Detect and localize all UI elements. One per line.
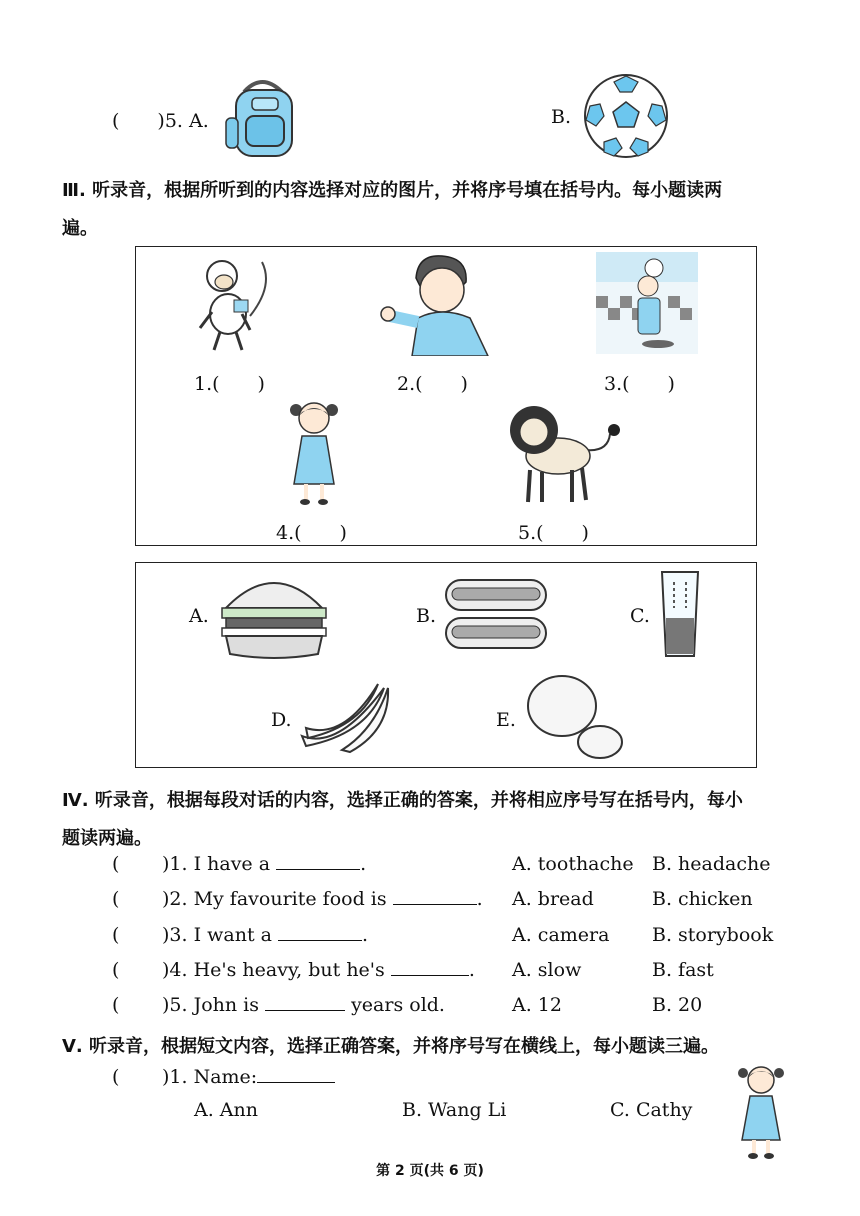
juice-glass-image [658, 568, 702, 660]
cooking-image [596, 252, 698, 354]
section-5-title: Ⅴ. 听录音，根据短文内容，选择正确答案，并将序号写在横线上，每小题读三遍。 [62, 1036, 720, 1057]
item-5-blank[interactable] [265, 994, 345, 1011]
section-3-title-cont: 遍。 [62, 218, 98, 239]
v-item-1-blank[interactable] [257, 1066, 335, 1083]
item-3-stem: )3. I want a [162, 924, 272, 946]
item-1-end: . [360, 853, 367, 875]
item-2-end: . [476, 888, 483, 910]
item-4-option-a: A. slow [512, 959, 582, 981]
item-3-question [162, 924, 368, 946]
item-5-option-b: B. 20 [652, 994, 703, 1016]
option-c-label: C. [630, 605, 650, 627]
item-5-paren: ( [112, 994, 120, 1016]
item-1-option-a: A. toothache [512, 853, 634, 875]
item-4-blank[interactable] [391, 959, 469, 976]
item-4-end: . [468, 959, 475, 981]
boy-image [378, 252, 492, 356]
item-1-blank[interactable] [276, 853, 360, 870]
v-item-1-option-a: A. Ann [194, 1099, 258, 1121]
hotdogs-image [442, 570, 550, 658]
girl-small-image [734, 1062, 788, 1160]
monkey-image [192, 256, 276, 356]
item-3-paren: ( [112, 924, 120, 946]
option-d-label: D. [271, 709, 292, 731]
v-item-1-stem: )1. Name: [162, 1066, 258, 1088]
slot-2: 2.( ) [397, 373, 468, 395]
football-image [582, 72, 670, 160]
item-4-question [162, 959, 475, 981]
item-5-option-a: A. 12 [512, 994, 562, 1016]
option-a-label: A. [189, 605, 209, 627]
option-e-label: E. [496, 709, 516, 731]
item-2-stem: )2. My favourite food is [162, 888, 387, 910]
slot-5: 5.( ) [518, 522, 589, 544]
item-1-question [162, 853, 366, 875]
page-footer: 第 2 页(共 6 页) [376, 1163, 484, 1179]
slot-4: 4.( ) [276, 522, 347, 544]
slot-3: 3.( ) [604, 373, 675, 395]
item-4-option-b: B. fast [652, 959, 714, 981]
item-3-end: . [362, 924, 369, 946]
item-2-blank[interactable] [393, 888, 477, 905]
item-2-option-b: B. chicken [652, 888, 753, 910]
item-5-end: years old. [351, 994, 445, 1016]
lion-image [506, 400, 626, 508]
hamburger-image [218, 568, 330, 660]
item-2-question [162, 888, 483, 910]
slot-1: 1.( ) [194, 373, 265, 395]
backpack-image [222, 74, 304, 162]
item-2-option-a: A. bread [512, 888, 594, 910]
item-4-stem: )4. He's heavy, but he's [162, 959, 385, 981]
item-3-option-a: A. camera [512, 924, 610, 946]
potatoes-image [522, 672, 626, 764]
item-3-option-b: B. storybook [652, 924, 774, 946]
item-4-paren: ( [112, 959, 120, 981]
item-3-blank[interactable] [278, 924, 362, 941]
item-5-question [162, 994, 445, 1016]
item-2-paren: ( [112, 888, 120, 910]
question-5-label: ( )5. A. [112, 110, 209, 132]
section-4-title: Ⅳ. 听录音，根据每段对话的内容，选择正确的答案，并将相应序号写在括号内，每小 [62, 790, 743, 811]
option-b-label: B. [551, 106, 572, 128]
bananas-image [298, 680, 394, 754]
v-item-1-question [162, 1066, 335, 1088]
v-item-1-option-c: C. Cathy [610, 1099, 693, 1121]
section-3-title: Ⅲ. 听录音，根据所听到的内容选择对应的图片，并将序号填在括号内。每小题读两 [62, 180, 723, 201]
item-1-option-b: B. headache [652, 853, 771, 875]
section-4-title-cont: 题读两遍。 [62, 828, 152, 849]
item-5-stem: )5. John is [162, 994, 259, 1016]
v-item-1-paren: ( [112, 1066, 120, 1088]
item-1-stem: )1. I have a [162, 853, 271, 875]
item-1-paren: ( [112, 853, 120, 875]
girl-image [286, 398, 342, 508]
option-b-label-2: B. [416, 605, 437, 627]
v-item-1-option-b: B. Wang Li [402, 1099, 507, 1121]
